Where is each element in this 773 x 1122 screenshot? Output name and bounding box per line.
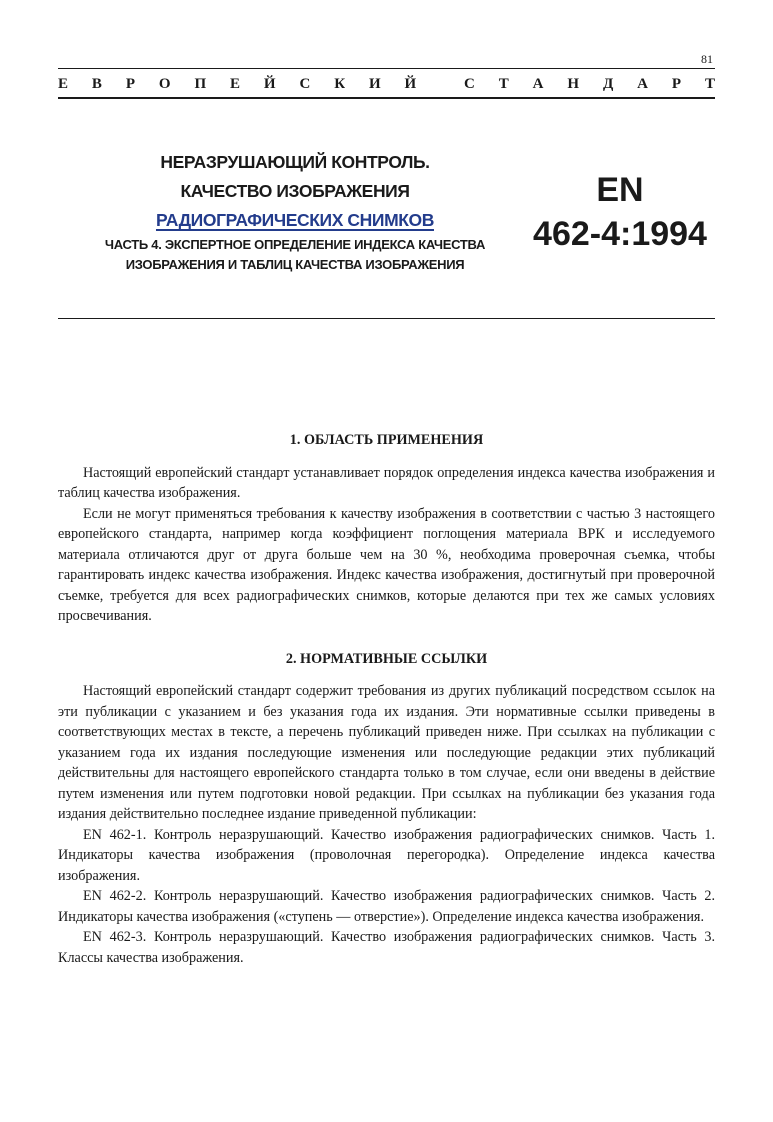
banner-letter: Т <box>498 76 509 92</box>
document-body <box>58 430 715 968</box>
banner-letter: Д <box>602 76 614 92</box>
banner-letter: С <box>299 76 311 92</box>
paragraph: Настоящий европейский стандарт устанавливает порядок определения индекса качества изображения и таблиц качества изображения. <box>58 464 715 501</box>
banner-letter: С <box>464 76 475 92</box>
banner-letter: П <box>194 76 207 92</box>
reference-item: EN 462-3. Контроль неразрушающий. Качество изображения радиографических снимков. Часть 3. Классы качества изображения. <box>58 929 715 966</box>
title-line-1: НЕРАЗРУШАЮЩИЙ КОНТРОЛЬ. <box>160 152 430 172</box>
title-line-2: КАЧЕСТВО ИЗОБРАЖЕНИЯ <box>180 181 410 201</box>
header-rule-bottom <box>58 97 715 99</box>
standard-code-prefix: EN <box>596 171 644 209</box>
subtitle-line-2: ИЗОБРАЖЕНИЯ И ТАБЛИЦ КАЧЕСТВА ИЗОБРАЖЕНИЯ <box>125 257 465 272</box>
section-heading: 2. НОРМАТИВНЫЕ ССЫЛКИ <box>285 650 488 667</box>
banner-letter: Р <box>125 76 135 92</box>
banner-letter: Н <box>567 76 580 92</box>
reference-item: EN 462-2. Контроль неразрушающий. Качество изображения радиографических снимков. Часть 2. Индикаторы качества изображения («ступень — отверстие»). Определение индекса качества изображения. <box>58 888 715 925</box>
title-rule <box>58 318 715 319</box>
banner-letter: А <box>532 76 544 92</box>
header-rule-top <box>58 68 715 69</box>
title-line-3 <box>60 206 530 235</box>
paragraph: Если не могут применяться требования к качеству изображения в соответствии с частью 3 настоящего европейского стандарта, например когда коэффициент поглощения материала ВРК и исследуемого материала отличаются друг от друга больше чем на 30 %, необходима проверочная съемка, чтобы гарантировать индекс качества изображения. Индекс качества изображения, достигнутый при проверочной съемке, требуется для всех радиографических снимков, которые делаются при тех же самых условиях просвечивания. <box>58 505 715 624</box>
standard-code-number: 462-4:1994 <box>533 215 707 253</box>
banner-letter: Й <box>263 76 276 92</box>
banner-letter: Е <box>58 76 69 92</box>
reference-item: EN 462-1. Контроль неразрушающий. Качество изображения радиографических снимков. Часть 1. Индикаторы качества изображения (проволочная перегородка). Определение индекса качества изображения. <box>58 826 715 884</box>
section-scope <box>58 430 715 627</box>
title-accent: РАДИОГРАФИЧЕСКИХ СНИМКОВ <box>155 210 434 230</box>
paragraph: Настоящий европейский стандарт содержит требования из других публикаций посредством ссылок на эти публикации с указанием и без указания года их издания. Эти нормативные ссылки приведены в соответствующих местах в тексте, а перечень публикаций приведен ниже. При ссылках на публикации с указанием года их издания последующие изменения или последующие редакции этих публикаций действительны для настоящего европейского стандарта только в том случае, если они введены в действие путем изменения или путем подготовки новой редакции. При ссылках на публикации без указания года издания действительно последнее издание приведенной публикации: <box>58 683 715 822</box>
banner-letter: В <box>91 76 102 92</box>
banner-letter: К <box>334 76 346 92</box>
standard-code <box>520 168 720 256</box>
banner-letter: Й <box>404 76 417 92</box>
banner-european-standard <box>58 77 715 92</box>
banner-letter: Е <box>230 76 241 92</box>
document-title <box>60 148 530 275</box>
section-normative-references <box>58 649 715 969</box>
banner-letter: Т <box>704 76 715 92</box>
banner-letter: Р <box>671 76 682 92</box>
subtitle-line-1: ЧАСТЬ 4. ЭКСПЕРТНОЕ ОПРЕДЕЛЕНИЕ ИНДЕКСА КАЧЕСТВА <box>104 237 486 252</box>
page-number: 81 <box>701 52 713 66</box>
banner-letter: А <box>637 76 648 92</box>
banner-letter: О <box>158 76 171 92</box>
banner-letter: И <box>368 76 381 92</box>
section-heading: 1. ОБЛАСТЬ ПРИМЕНЕНИЯ <box>289 432 484 448</box>
